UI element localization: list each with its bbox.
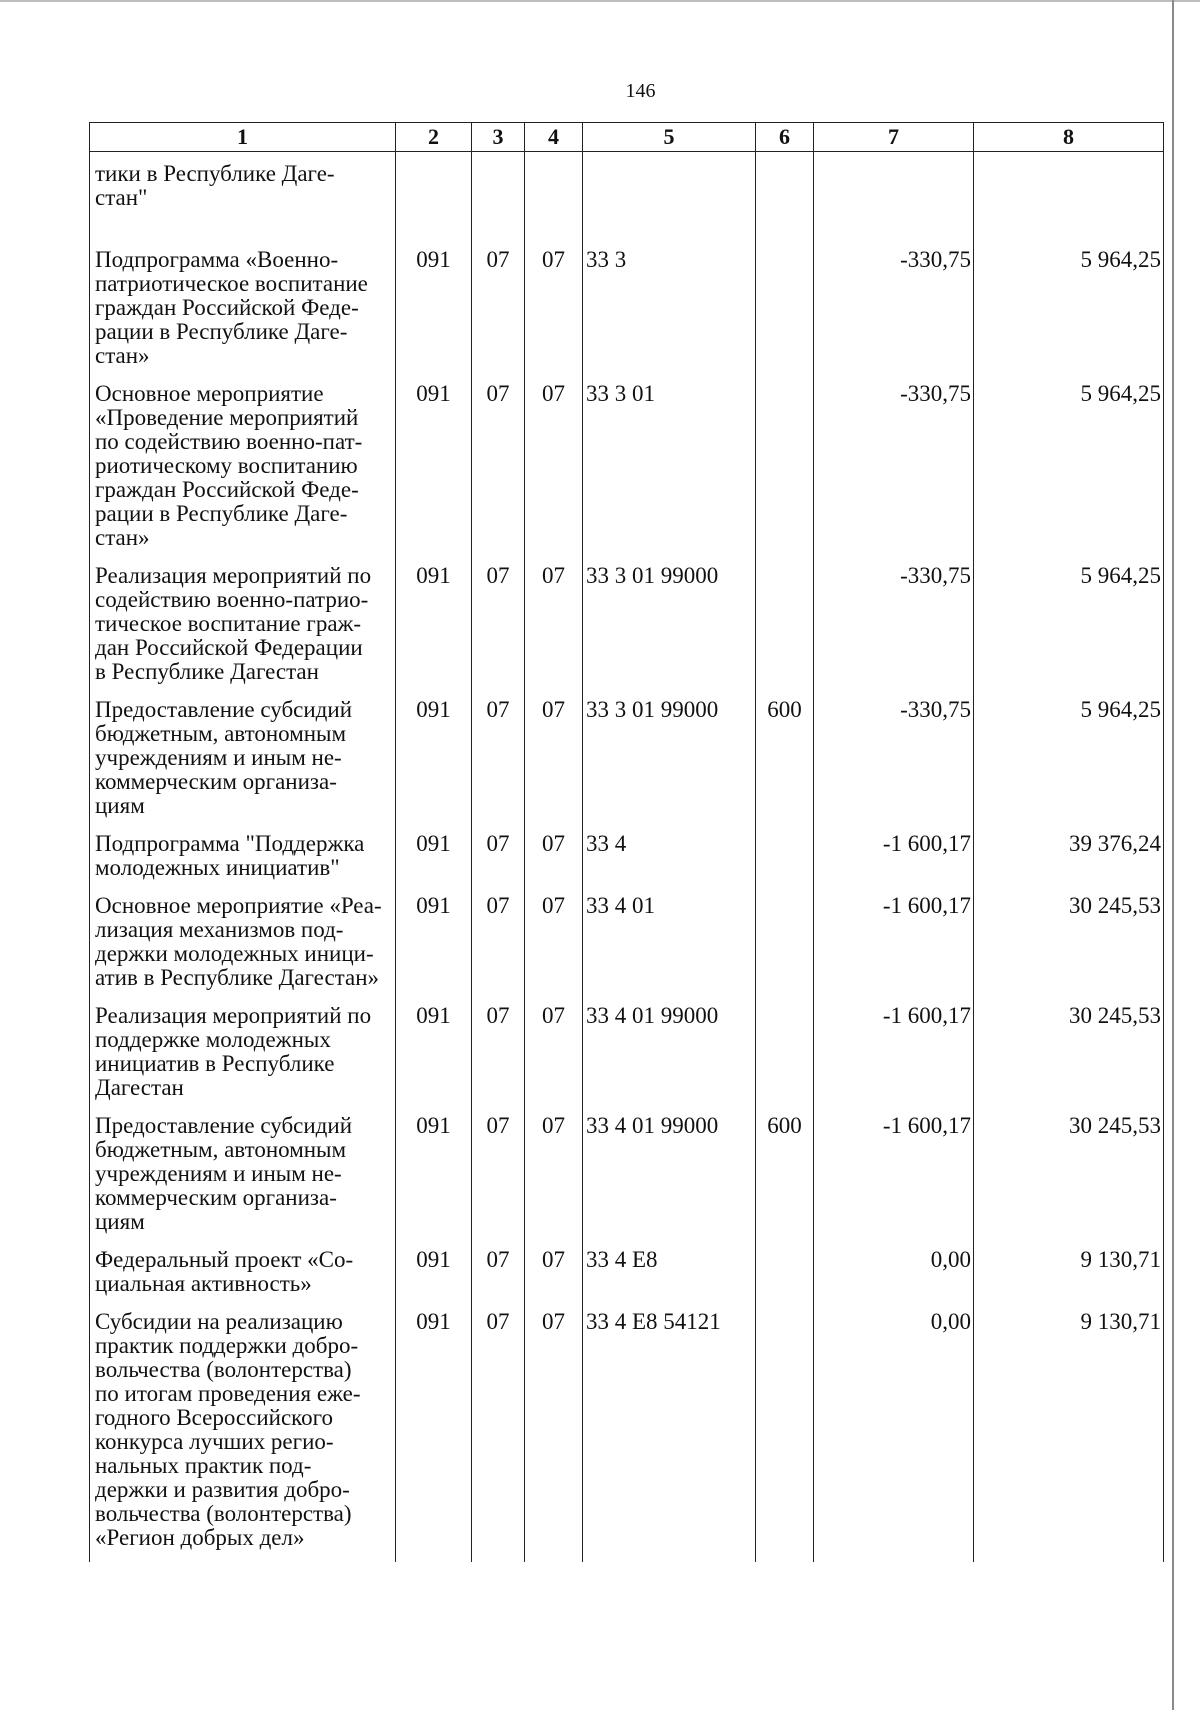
section-cell: 07 <box>472 832 525 880</box>
total-amount-cell: 30 245,53 <box>974 894 1164 990</box>
spacer-cell <box>472 550 525 564</box>
item-name-line: граждан Российской Феде- <box>95 477 359 502</box>
spacer-cell <box>525 1296 583 1310</box>
change-amount-cell: -330,75 <box>814 698 974 818</box>
row-spacer <box>90 684 1164 698</box>
spacer-cell <box>525 1550 583 1562</box>
spacer-cell <box>756 990 814 1004</box>
spacer-cell <box>756 1100 814 1114</box>
subsection-cell: 07 <box>525 1114 583 1234</box>
spacer-cell <box>756 1234 814 1248</box>
spacer-cell <box>583 1100 756 1114</box>
spacer-cell <box>396 818 472 832</box>
item-name-cell <box>90 698 396 818</box>
total-amount-cell: 30 245,53 <box>974 1114 1164 1234</box>
item-name-line: лизация механизмов под- <box>95 917 344 942</box>
item-name-line: дан Российской Федерации <box>95 635 363 660</box>
item-name-line: бюджетным, автономным <box>95 721 347 746</box>
item-name-line: граждан Российской Феде- <box>95 295 359 320</box>
spacer-cell <box>583 684 756 698</box>
target-article-cell: 33 4 01 99000 <box>583 1004 756 1100</box>
item-name-cell <box>90 832 396 880</box>
total-amount-cell: 9 130,71 <box>974 1248 1164 1296</box>
ministry-code-cell: 091 <box>396 564 472 684</box>
section-cell: 07 <box>472 382 525 550</box>
spacer-cell <box>814 368 974 382</box>
spacer-cell <box>756 1550 814 1562</box>
spacer-cell <box>396 234 472 248</box>
item-name-line: годного Всероссийского <box>95 1405 334 1430</box>
spacer-cell <box>814 234 974 248</box>
spacer-cell <box>583 990 756 1004</box>
item-name-cell <box>90 1004 396 1100</box>
spacer-cell <box>974 1550 1164 1562</box>
column-header: 6 <box>756 123 814 152</box>
spacer-cell <box>814 1234 974 1248</box>
spacer-cell <box>472 1550 525 1562</box>
spacer-cell <box>90 1234 396 1248</box>
column-header: 7 <box>814 123 974 152</box>
change-amount-cell: -1 600,17 <box>814 832 974 880</box>
spacer-cell <box>472 990 525 1004</box>
spacer-cell <box>974 684 1164 698</box>
spacer-cell <box>525 234 583 248</box>
row-spacer <box>90 880 1164 894</box>
column-header: 1 <box>90 123 396 152</box>
spacer-cell <box>974 990 1164 1004</box>
row-spacer <box>90 1550 1164 1562</box>
item-name-line: учреждениям и иным не- <box>95 745 342 770</box>
spacer-cell <box>756 684 814 698</box>
spacer-cell <box>90 1296 396 1310</box>
subsection-cell: 07 <box>525 564 583 684</box>
ministry-code-cell: 091 <box>396 1310 472 1550</box>
spacer-cell <box>583 550 756 564</box>
item-name-cell <box>90 382 396 550</box>
item-name-line: рации в Республике Даге- <box>95 501 348 526</box>
expense-type-cell <box>756 1310 814 1550</box>
item-name-cell <box>90 248 396 368</box>
spacer-cell <box>472 1296 525 1310</box>
spacer-cell <box>472 234 525 248</box>
item-name-line: стан" <box>95 185 148 210</box>
section-cell: 07 <box>472 698 525 818</box>
item-name-line: Реализация мероприятий по <box>95 563 372 588</box>
item-name-line: циям <box>95 793 145 818</box>
spacer-cell <box>396 368 472 382</box>
spacer-cell <box>396 684 472 698</box>
ministry-code-cell: 091 <box>396 1004 472 1100</box>
item-name-line: по содействию военно-пат- <box>95 429 363 454</box>
table-row <box>90 698 1164 818</box>
column-header: 8 <box>974 123 1164 152</box>
page-number: 146 <box>625 80 656 102</box>
change-amount-cell <box>814 152 974 235</box>
change-amount-cell: -1 600,17 <box>814 894 974 990</box>
spacer-cell <box>90 550 396 564</box>
item-name-line: держки молодежных иници- <box>95 941 374 966</box>
item-name-line: циальная активность» <box>95 1271 312 1296</box>
item-name-line: Основное мероприятие <box>95 381 324 406</box>
item-name-line: поддержке молодежных <box>95 1027 331 1052</box>
spacer-cell <box>525 990 583 1004</box>
subsection-cell: 07 <box>525 1248 583 1296</box>
ministry-code-cell: 091 <box>396 1114 472 1234</box>
spacer-cell <box>814 818 974 832</box>
spacer-cell <box>472 684 525 698</box>
spacer-cell <box>814 1296 974 1310</box>
spacer-cell <box>756 880 814 894</box>
item-name-line: стан» <box>95 343 150 368</box>
target-article-cell: 33 3 01 99000 <box>583 564 756 684</box>
item-name-line: конкурса лучших регио- <box>95 1429 334 1454</box>
spacer-cell <box>90 1550 396 1562</box>
target-article-cell: 33 4 <box>583 832 756 880</box>
spacer-cell <box>396 1296 472 1310</box>
expense-type-cell <box>756 1248 814 1296</box>
ministry-code-cell: 091 <box>396 248 472 368</box>
item-name-line: «Проведение мероприятий <box>95 405 359 430</box>
spacer-cell <box>583 234 756 248</box>
total-amount-cell: 30 245,53 <box>974 1004 1164 1100</box>
spacer-cell <box>396 1550 472 1562</box>
table-row <box>90 1004 1164 1100</box>
spacer-cell <box>90 234 396 248</box>
table-row <box>90 1310 1164 1550</box>
column-header: 4 <box>525 123 583 152</box>
spacer-cell <box>814 684 974 698</box>
column-header: 5 <box>583 123 756 152</box>
row-spacer <box>90 550 1164 564</box>
table-row <box>90 1248 1164 1296</box>
section-cell: 07 <box>472 1248 525 1296</box>
spacer-cell <box>814 1100 974 1114</box>
expense-type-cell <box>756 894 814 990</box>
spacer-cell <box>90 1100 396 1114</box>
column-header: 2 <box>396 123 472 152</box>
spacer-cell <box>583 368 756 382</box>
item-name-line: в Республике Дагестан <box>95 659 319 684</box>
table-row <box>90 832 1164 880</box>
expense-type-cell <box>756 152 814 235</box>
item-name-line: «Регион добрых дел» <box>95 1525 305 1550</box>
item-name-line: вольчества (волонтерства) <box>95 1501 352 1526</box>
spacer-cell <box>90 684 396 698</box>
spacer-cell <box>583 880 756 894</box>
change-amount-cell: -330,75 <box>814 382 974 550</box>
spacer-cell <box>974 1296 1164 1310</box>
section-cell: 07 <box>472 1114 525 1234</box>
spacer-cell <box>756 1296 814 1310</box>
item-name-line: Дагестан <box>95 1075 184 1100</box>
spacer-cell <box>974 368 1164 382</box>
spacer-cell <box>472 818 525 832</box>
spacer-cell <box>814 880 974 894</box>
spacer-cell <box>472 1100 525 1114</box>
item-name-line: Субсидии на реализацию <box>95 1309 343 1334</box>
subsection-cell <box>525 152 583 235</box>
table-row <box>90 152 1164 235</box>
item-name-line: рации в Республике Даге- <box>95 319 348 344</box>
item-name-cell <box>90 1248 396 1296</box>
subsection-cell: 07 <box>525 1004 583 1100</box>
item-name-line: Реализация мероприятий по <box>95 1003 372 1028</box>
item-name-cell <box>90 152 396 235</box>
change-amount-cell: 0,00 <box>814 1310 974 1550</box>
expense-type-cell <box>756 248 814 368</box>
item-name-line: Подпрограмма "Поддержка <box>95 831 365 856</box>
spacer-cell <box>756 368 814 382</box>
table-row <box>90 1114 1164 1234</box>
spacer-cell <box>974 1234 1164 1248</box>
item-name-line: стан» <box>95 525 150 550</box>
table-body <box>90 152 1164 1563</box>
change-amount-cell: -330,75 <box>814 564 974 684</box>
item-name-line: Федеральный проект «Со- <box>95 1247 354 1272</box>
table-row <box>90 894 1164 990</box>
spacer-cell <box>525 818 583 832</box>
spacer-cell <box>90 880 396 894</box>
item-name-line: тическое воспитание граж- <box>95 611 362 636</box>
item-name-line: практик поддержки добро- <box>95 1333 359 1358</box>
item-name-line: бюджетным, автономным <box>95 1137 347 1162</box>
spacer-cell <box>525 880 583 894</box>
spacer-cell <box>974 1100 1164 1114</box>
item-name-cell <box>90 1310 396 1550</box>
spacer-cell <box>525 368 583 382</box>
expense-type-cell: 600 <box>756 1114 814 1234</box>
item-name-line: риотическому воспитанию <box>95 453 358 478</box>
section-cell <box>472 152 525 235</box>
change-amount-cell: -1 600,17 <box>814 1114 974 1234</box>
spacer-cell <box>472 880 525 894</box>
total-amount-cell: 5 964,25 <box>974 382 1164 550</box>
row-spacer <box>90 234 1164 248</box>
ministry-code-cell: 091 <box>396 382 472 550</box>
row-spacer <box>90 368 1164 382</box>
spacer-cell <box>90 990 396 1004</box>
spacer-cell <box>525 1100 583 1114</box>
table-row <box>90 564 1164 684</box>
row-spacer <box>90 818 1164 832</box>
spacer-cell <box>396 880 472 894</box>
item-name-line: коммерческим организа- <box>95 769 337 794</box>
item-name-cell <box>90 894 396 990</box>
change-amount-cell: 0,00 <box>814 1248 974 1296</box>
spacer-cell <box>756 818 814 832</box>
spacer-cell <box>756 550 814 564</box>
spacer-cell <box>90 818 396 832</box>
spacer-cell <box>814 990 974 1004</box>
scan-top-edge <box>0 0 1200 2</box>
spacer-cell <box>583 1234 756 1248</box>
table-row <box>90 248 1164 368</box>
scan-right-edge <box>1172 0 1174 1710</box>
item-name-line: Предоставление субсидий <box>95 697 352 722</box>
table-header-row <box>90 123 1164 152</box>
row-spacer <box>90 1234 1164 1248</box>
subsection-cell: 07 <box>525 832 583 880</box>
spacer-cell <box>974 818 1164 832</box>
spacer-cell <box>396 990 472 1004</box>
ministry-code-cell <box>396 152 472 235</box>
spacer-cell <box>583 1550 756 1562</box>
item-name-line: Предоставление субсидий <box>95 1113 352 1138</box>
spacer-cell <box>525 1234 583 1248</box>
item-name-line: держки и развития добро- <box>95 1477 350 1502</box>
total-amount-cell <box>974 152 1164 235</box>
item-name-cell <box>90 564 396 684</box>
spacer-cell <box>583 818 756 832</box>
section-cell: 07 <box>472 1004 525 1100</box>
spacer-cell <box>814 550 974 564</box>
item-name-line: молодежных инициатив" <box>95 855 340 880</box>
ministry-code-cell: 091 <box>396 894 472 990</box>
spacer-cell <box>525 550 583 564</box>
subsection-cell: 07 <box>525 894 583 990</box>
section-cell: 07 <box>472 248 525 368</box>
table-row <box>90 382 1164 550</box>
row-spacer <box>90 1100 1164 1114</box>
ministry-code-cell: 091 <box>396 1248 472 1296</box>
spacer-cell <box>756 234 814 248</box>
target-article-cell: 33 3 <box>583 248 756 368</box>
spacer-cell <box>90 368 396 382</box>
change-amount-cell: -1 600,17 <box>814 1004 974 1100</box>
spacer-cell <box>396 550 472 564</box>
expense-type-cell: 600 <box>756 698 814 818</box>
change-amount-cell: -330,75 <box>814 248 974 368</box>
item-name-line: Основное мероприятие «Реа- <box>95 893 382 918</box>
spacer-cell <box>974 550 1164 564</box>
item-name-line: по итогам проведения еже- <box>95 1381 361 1406</box>
expense-type-cell <box>756 832 814 880</box>
item-name-cell <box>90 1114 396 1234</box>
item-name-line: инициатив в Республике <box>95 1051 335 1076</box>
item-name-line: содействию военно-патрио- <box>95 587 369 612</box>
subsection-cell: 07 <box>525 698 583 818</box>
target-article-cell: 33 3 01 <box>583 382 756 550</box>
target-article-cell <box>583 152 756 235</box>
total-amount-cell: 5 964,25 <box>974 698 1164 818</box>
item-name-line: учреждениям и иным не- <box>95 1161 342 1186</box>
subsection-cell: 07 <box>525 248 583 368</box>
target-article-cell: 33 4 01 <box>583 894 756 990</box>
target-article-cell: 33 3 01 99000 <box>583 698 756 818</box>
target-article-cell: 33 4 E8 54121 <box>583 1310 756 1550</box>
expense-type-cell <box>756 564 814 684</box>
spacer-cell <box>525 684 583 698</box>
column-header: 3 <box>472 123 525 152</box>
expense-type-cell <box>756 382 814 550</box>
total-amount-cell: 5 964,25 <box>974 564 1164 684</box>
item-name-line: коммерческим организа- <box>95 1185 337 1210</box>
item-name-line: циям <box>95 1209 145 1234</box>
item-name-line: Подпрограмма «Военно- <box>95 247 339 272</box>
row-spacer <box>90 1296 1164 1310</box>
spacer-cell <box>974 234 1164 248</box>
total-amount-cell: 9 130,71 <box>974 1310 1164 1550</box>
expense-type-cell <box>756 1004 814 1100</box>
spacer-cell <box>396 1234 472 1248</box>
item-name-line: вольчества (волонтерства) <box>95 1357 352 1382</box>
subsection-cell: 07 <box>525 382 583 550</box>
spacer-cell <box>472 1234 525 1248</box>
item-name-line: нальных практик под- <box>95 1453 312 1478</box>
budget-table <box>89 122 1164 1562</box>
row-spacer <box>90 990 1164 1004</box>
target-article-cell: 33 4 01 99000 <box>583 1114 756 1234</box>
spacer-cell <box>472 368 525 382</box>
spacer-cell <box>396 1100 472 1114</box>
ministry-code-cell: 091 <box>396 698 472 818</box>
spacer-cell <box>583 1296 756 1310</box>
ministry-code-cell: 091 <box>396 832 472 880</box>
item-name-line: атив в Республике Дагестан» <box>95 965 380 990</box>
item-name-line: тики в Республике Даге- <box>95 161 335 186</box>
section-cell: 07 <box>472 1310 525 1550</box>
total-amount-cell: 39 376,24 <box>974 832 1164 880</box>
spacer-cell <box>814 1550 974 1562</box>
item-name-line: патриотическое воспитание <box>95 271 368 296</box>
section-cell: 07 <box>472 564 525 684</box>
total-amount-cell: 5 964,25 <box>974 248 1164 368</box>
spacer-cell <box>974 880 1164 894</box>
section-cell: 07 <box>472 894 525 990</box>
target-article-cell: 33 4 E8 <box>583 1248 756 1296</box>
subsection-cell: 07 <box>525 1310 583 1550</box>
